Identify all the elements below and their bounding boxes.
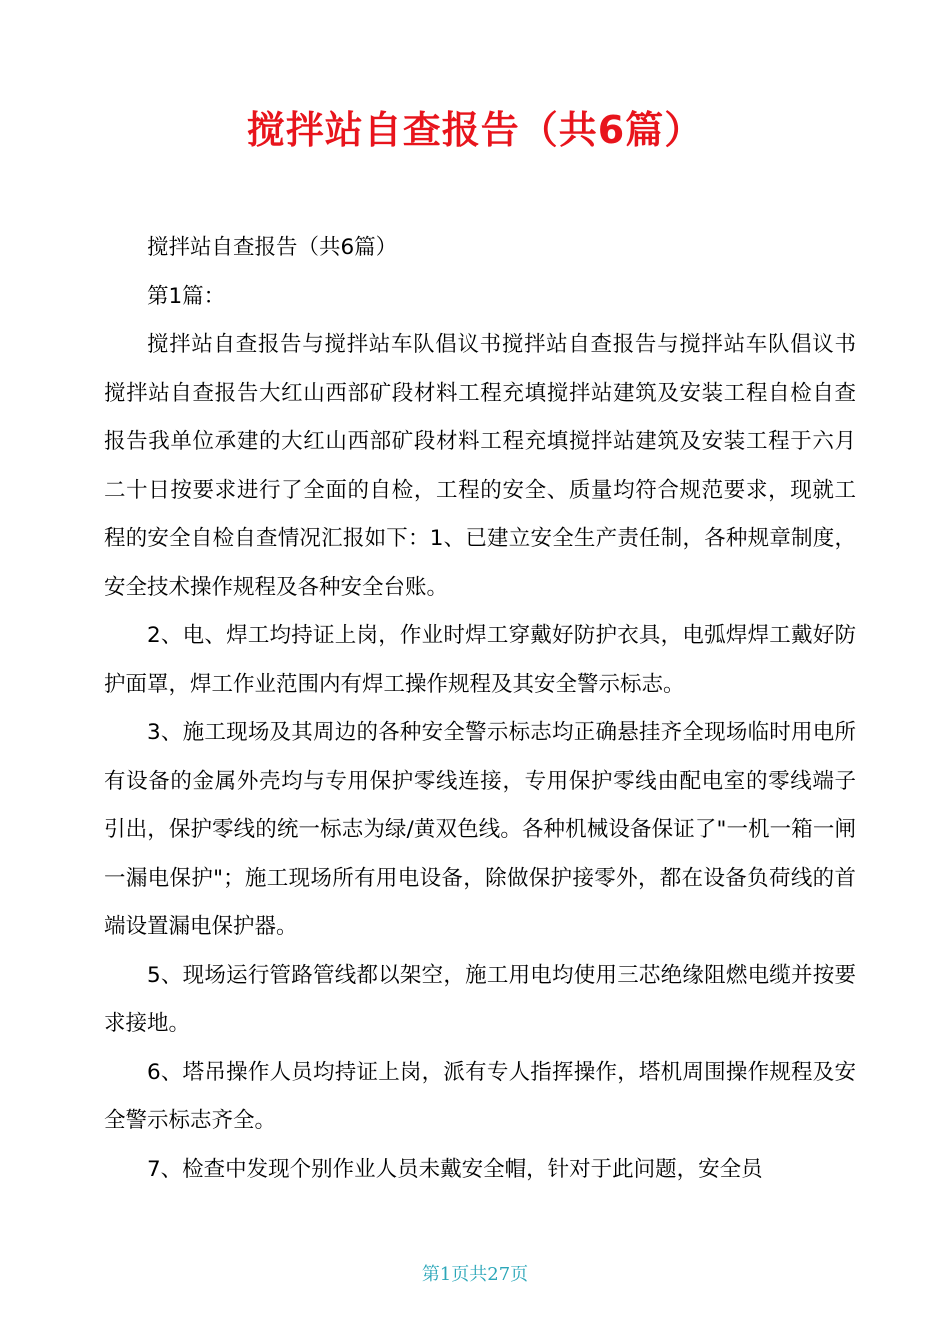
paragraph-heading: 搅拌站自查报告（共6篇） xyxy=(147,235,398,260)
paragraph-part-label: 第1篇： xyxy=(147,283,226,309)
paragraph-item-7: 7、检查中发现个别作业人员未戴安全帽，针对于此问题，安全员 xyxy=(147,1156,763,1182)
paragraph-item-3: 3、施工现场及其周边的各种安全警示标志均正确悬挂齐全现场临时用电所有设备的金属外壳均与专用保护零线连接，专用保护零线由配电室的零线端子引出，保护零线的统一标志为绿/黄双色线。各种机械设备保证了"一机一箱一闸一漏电保护"；施工现场所有用电设备，除做保护接零外，都在设备负荷线的首端设置漏电保护器。 xyxy=(104,720,856,939)
document-title: 搅拌站自查报告（共6篇） xyxy=(246,108,704,152)
paragraph-intro: 搅拌站自查报告与搅拌站车队倡议书搅拌站自查报告与搅拌站车队倡议书搅拌站自查报告大红山西部矿段材料工程充填搅拌站建筑及安装工程自检自查报告我单位承建的大红山西部矿段材料工程充填搅拌站建筑及安装工程于六月二十日按要求进行了全面的自检，工程的安全、质量均符合规范要求，现就工程的安全自检自查情况汇报如下：1、已建立安全生产责任制，各种规章制度，安全技术操作规程及各种安全台账。 xyxy=(104,332,856,600)
paragraph-item-2: 2、电、焊工均持证上岗，作业时焊工穿戴好防护衣具，电弧焊焊工戴好防护面罩，焊工作业范围内有焊工操作规程及其安全警示标志。 xyxy=(104,623,856,697)
paragraph-item-6: 6、塔吊操作人员均持证上岗，派有专人指挥操作，塔机周围操作规程及安全警示标志齐全。 xyxy=(104,1059,856,1133)
document-body xyxy=(104,224,856,1194)
paragraph-item-5: 5、现场运行管路管线都以架空，施工用电均使用三芯绝缘阻燃电缆并按要求接地。 xyxy=(104,962,856,1036)
page-footer: 第1页共27页 xyxy=(421,1264,529,1285)
